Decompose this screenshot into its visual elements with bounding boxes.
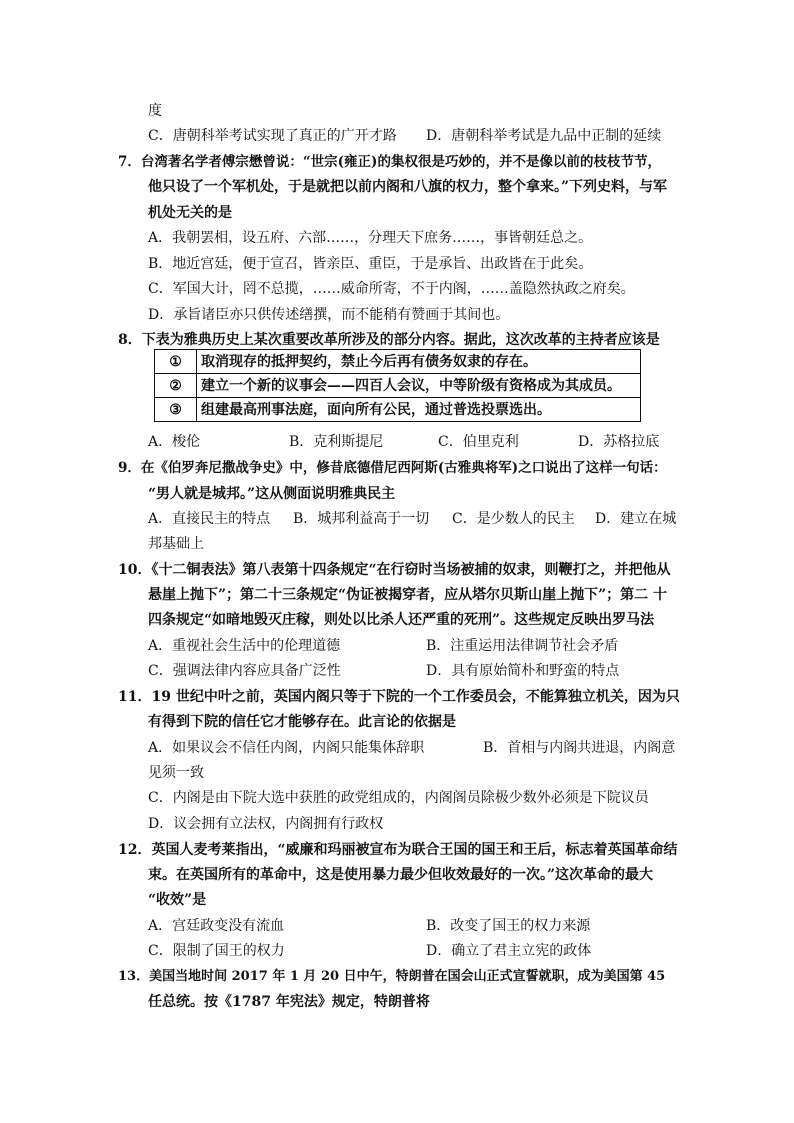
row-text: 组建最高刑事法庭，面向所有公民，通过普选投票选出。 — [197, 398, 641, 422]
table-row — [155, 398, 641, 422]
q11-option-b-continued: 见须一致 — [148, 765, 204, 781]
q13-number: 13． — [118, 969, 150, 984]
q9-option-d: D．建立在城 — [595, 511, 677, 527]
q11-option-b: B．首相与内阁共进退，内阁意 — [483, 740, 676, 756]
q11-stem-line2: 有得到下院的信任它才能够存在。此言论的依据是 — [148, 714, 456, 730]
row-mark: ① — [155, 350, 197, 374]
q10-option-c: C．强调法律内容应具备广泛性 — [148, 663, 341, 679]
q7-option-c: C．军国大计，罔不总揽，……威命所寄，不于内阁，……盖隐然执政之府矣。 — [148, 281, 635, 297]
q12-stem-line3: “收效”是 — [148, 892, 207, 908]
q12-stem-line1 — [118, 840, 678, 860]
q10-option-b: B．注重运用法律调节社会矛盾 — [426, 638, 619, 654]
q6-continuation: 度 — [148, 103, 162, 119]
q11-stem-line1 — [118, 687, 680, 707]
q11-option-d: D．议会拥有立法权，内阁拥有行政权 — [148, 816, 384, 832]
q8-option-c: C．伯里克利 — [438, 434, 519, 450]
q9-number: 9． — [118, 460, 141, 476]
q12-option-b: B．改变了国王的权力来源 — [426, 918, 591, 934]
q8-stem-text1: 下表为雅典历史上某次重要改革所涉及的部分内容。据此，这次改革的主持者应该是 — [141, 332, 660, 348]
q9-stem-line2: “男人就是城邦。”这从侧面说明雅典民主 — [148, 486, 396, 502]
q7-number: 7． — [118, 154, 141, 170]
q7-stem-line2: 他只设了一个军机处，于是就把以前内阁和八旗的权力，整个拿来。”下列史料，与军 — [148, 179, 668, 195]
row-mark: ③ — [155, 398, 197, 422]
q11-option-c: C．内阁是由下院大选中获胜的政党组成的，内阁阁员除极少数外必须是下院议员 — [148, 790, 649, 806]
q9-option-b: B．城邦利益高于一切 — [293, 511, 430, 527]
q7-stem-text1: 台湾著名学者傅宗懋曾说：“世宗(雍正)的集权很是巧妙的，并不是像以前的枝枝节节， — [140, 154, 661, 170]
q9-option-d-continued: 邦基础上 — [148, 536, 204, 552]
q7-option-b: B．地近宫廷，便于宣召，皆亲臣、重臣，于是承旨、出政皆在于此矣。 — [148, 256, 593, 272]
q9-option-a: A．直接民主的特点 — [148, 511, 271, 527]
q12-option-d: D．确立了君主立宪的政体 — [426, 943, 592, 959]
q10-stem-text1: 《十二铜表法》第八表第十四条规定“在行窃时当场被捕的奴隶，则鞭打之，并把他从 — [151, 562, 671, 578]
q10-stem-line1 — [118, 560, 671, 580]
q11-stem-text1: 19 世纪中叶之前，英国内阁只等于下院的一个工作委员会，不能算独立机关，因为只 — [151, 689, 680, 705]
q8-option-b: B．克利斯提尼 — [289, 434, 384, 450]
q6-option-c: C．唐朝科举考试实现了真正的广开才路 — [148, 128, 397, 144]
q13-stem-line1 — [118, 967, 665, 987]
q7-stem-line1 — [118, 152, 661, 172]
q10-option-a: A．重视社会生活中的伦理道德 — [148, 638, 341, 654]
q7-stem-line3: 机处无关的是 — [148, 205, 232, 221]
q10-stem-line2: 悬崖上抛下”；第二十三条规定“伪证被揭穿者，应从塔尔贝斯山崖上抛下”；第二 十 — [148, 587, 668, 603]
q11-option-a: A．如果议会不信任内阁，内阁只能集体辞职 — [148, 740, 425, 756]
q8-option-a: A．梭伦 — [148, 434, 201, 450]
q11-number: 11． — [118, 689, 152, 705]
q12-option-c: C．限制了国王的权力 — [148, 943, 285, 959]
row-mark: ② — [155, 374, 197, 398]
q12-option-a: A．宫廷政变没有流血 — [148, 918, 285, 934]
q8-number: 8． — [118, 332, 142, 348]
q8-stem-line1 — [118, 330, 660, 350]
q9-option-c: C．是少数人的民主 — [452, 511, 575, 527]
q7-option-d: D．承旨诸臣亦只供传述缮撰，而不能稍有赞画于其间也。 — [148, 307, 510, 323]
q13-stem-text1: 美国当地时间 2017 年 1 月 20 日中午，特朗普在国会山正式宣誓就职，成为美国第 45 — [149, 969, 666, 984]
q12-stem-line2: 束。在英国所有的革命中，这是使用暴力最少但收效最好的一次。”这次革命的最大 — [148, 867, 654, 883]
q8-reform-table — [154, 349, 641, 422]
q9-stem-text1: 在《伯罗奔尼撒战争史》中，修昔底德借尼西阿斯(古雅典将军)之口说出了这样一句话： — [140, 460, 667, 476]
q8-option-d: D．苏格拉底 — [578, 434, 660, 450]
q12-number: 12． — [118, 842, 152, 858]
q10-option-d: D．具有原始简朴和野蛮的特点 — [426, 663, 620, 679]
q7-option-a: A．我朝罢相，设五府、六部……，分理天下庶务……，事皆朝廷总之。 — [148, 230, 593, 246]
q10-stem-line3: 四条规定“如暗地毁灭庄稼，则处以比杀人还严重的死刑”。这些规定反映出罗马法 — [148, 612, 655, 628]
table-row — [155, 350, 641, 374]
row-text: 建立一个新的议事会——四百人会议，中等阶级有资格成为其成员。 — [197, 374, 641, 398]
q12-stem-text1: 英国人麦考莱指出，“威廉和玛丽被宣布为联合王国的国王和王后，标志着英国革命结 — [151, 842, 678, 858]
q10-number: 10． — [118, 562, 152, 578]
q6-option-d: D．唐朝科举考试是九品中正制的延续 — [426, 128, 662, 144]
q13-stem-line2: 任总统。按《1787 年宪法》规定，特朗普将 — [148, 994, 430, 1010]
table-row — [155, 374, 641, 398]
row-text: 取消现存的抵押契约，禁止今后再有债务奴隶的存在。 — [197, 350, 641, 374]
q9-stem-line1 — [118, 458, 667, 478]
